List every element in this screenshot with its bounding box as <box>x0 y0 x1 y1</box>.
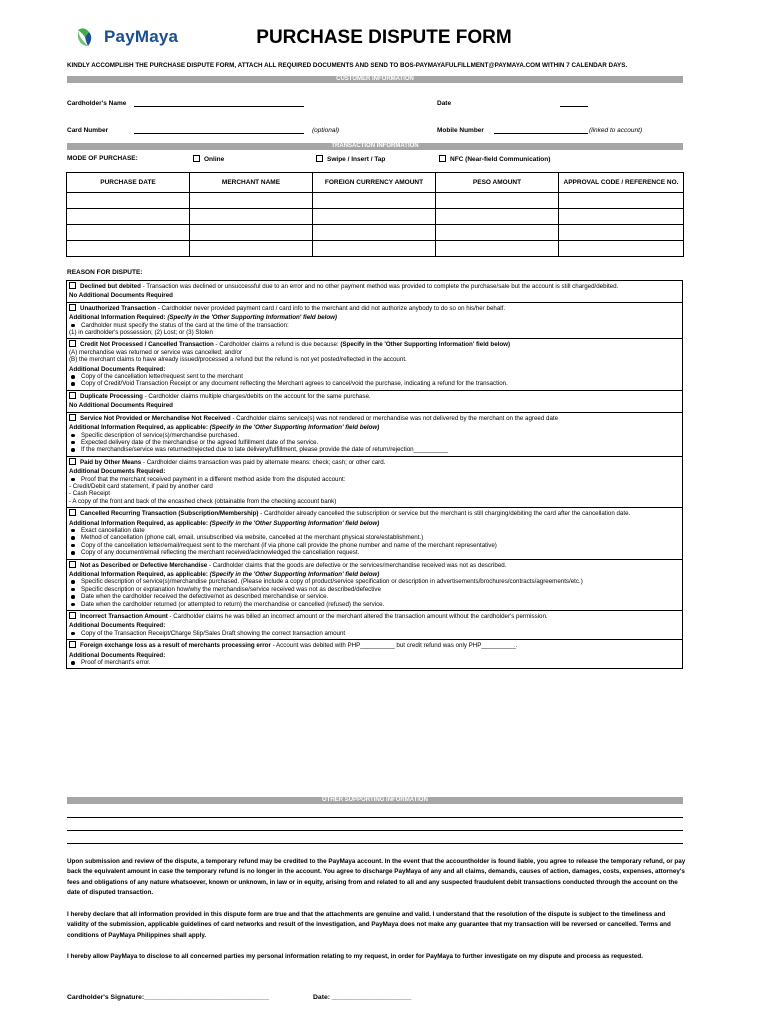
terms-paragraph-refund: Upon submission and review of the dispute, a temporary refund may be credited to the PayMaya account. In the event that the accountholder is found liable, you agree to release the temporary refund, or pay back the equivalent amount in case the temporary refund is no longer in the account. You agree to discharge PayMaya of any and all claims, demands, causes of action, damages, costs, expenses, attorney's fees and obligations of any nature whatsoever, known or unknown, in law or in equity, arising from and related to all and any suspected fraudulent debit transactions conducted through the account on the date of disputed transaction. <box>67 858 686 897</box>
mobile-number-field[interactable] <box>494 133 588 134</box>
signature-date-field[interactable]: Date: _____________________ <box>313 994 412 1001</box>
swipe-checkbox[interactable] <box>316 155 323 162</box>
reason-not-as-described: Not as Described or Defective Merchandise - Cardholder claims that the goods are defective or the services/merchandise received was not as described. Additional Information Required, as applicable: (Specify in the 'Other Supporting Information' field below) Specific description of service(s)/merchandise purchased. (Please include a copy of product/service specification or description in advertisements/brochures/contracts/agreements/etc.) Specific description or explanation how/why the merchandise/service received was not as described/defective Date when the cardholder received the defective/not as described merchandise or service. Date when the cardholder returned (or attempted to return) the merchandise or cancelled (refused) the service. <box>67 560 682 611</box>
credit-not-processed-checkbox[interactable] <box>69 340 76 347</box>
table-row[interactable] <box>67 225 684 241</box>
declined-checkbox[interactable] <box>69 282 76 289</box>
mode-online[interactable]: Online <box>193 155 224 163</box>
supporting-info-line[interactable] <box>67 843 683 844</box>
terms-paragraph-disclosure: I hereby allow PayMaya to disclose to all concerned parties my personal information relating to my request, in order for PayMaya to further investigate on my dispute and process as requested. <box>67 953 643 960</box>
mode-of-purchase-label: MODE OF PURCHASE: <box>67 155 138 162</box>
col-merchant-name: MERCHANT NAME <box>190 173 313 193</box>
mobile-number-note: (linked to account) <box>589 127 643 134</box>
cardholder-name-label: Cardholder's Name <box>67 100 127 107</box>
col-purchase-date: PURCHASE DATE <box>67 173 190 193</box>
transaction-info-bar: TRANSACTION INFORMATION <box>67 143 683 150</box>
unauthorized-checkbox[interactable] <box>69 304 76 311</box>
cardholder-name-field[interactable] <box>134 106 304 107</box>
brand-name: PayMaya <box>104 27 179 46</box>
reason-duplicate-processing: Duplicate Processing - Cardholder claims multiple charges/debits on the account for the same purchase. No Additional Documents Required <box>67 391 682 413</box>
duplicate-checkbox[interactable] <box>69 392 76 399</box>
form-title: PURCHASE DISPUTE FORM <box>256 27 512 48</box>
terms-paragraph-declaration: I hereby declare that all information provided in this dispute form are true and that the attachments are genuine and valid. I understand that the resolution of the dispute is subject to the timeliness and validity of the submission, applicable guidelines of card networks and result of the investigation, and PayMaya does not make any guarantee that my transaction will be reversed or cancelled. Terms and conditions of PayMaya Philippines shall apply. <box>67 911 671 939</box>
reasons-box <box>66 280 683 669</box>
purchase-table <box>66 172 684 257</box>
mode-swipe[interactable]: Swipe / Insert / Tap <box>316 155 385 163</box>
col-approval-code: APPROVAL CODE / REFERENCE NO. <box>559 173 684 193</box>
not-as-described-checkbox[interactable] <box>69 561 76 568</box>
date-field[interactable] <box>560 106 588 107</box>
reason-unauthorized: Unauthorized Transaction - Cardholder never provided payment card / card info to the merchant and did not authorize anybody to do so on his/her behalf. Additional Information Required: (Specify in the 'Other Supporting Information' field below) Cardholder must specify the status of the card at the time of the transaction: (1) in cardholder's possession; (2) Lost; or (3) Stolen <box>67 303 682 340</box>
customer-info-bar: CUSTOMER INFORMATION <box>67 76 683 83</box>
reason-not-received: Service Not Provided or Merchandise Not Received - Cardholder claims service(s) was not rendered or merchandise was not delivered by the merchant on the agreed date Additional Information Required, as applicable: (Specify in the 'Other Supporting Information' field below) Specific description of service(s)/merchandise purchased. Expected delivery date of the merchandise or the agreed fulfillment date of the service. If the merchandise/service was returned/rejected due to late delivery/fulfillment, please provide the date of return/rejection__________ <box>67 413 682 457</box>
not-received-checkbox[interactable] <box>69 414 76 421</box>
reason-declined-but-debited: Declined but debited - Transaction was declined or unsuccessful due to an error and no other payment method was provided to complete the purchase/sale but the account is still charged/debited. No Additional Documents Required <box>67 281 682 303</box>
mobile-number-label: Mobile Number <box>437 127 484 134</box>
reason-cancelled-recurring: Cancelled Recurring Transaction (Subscription/Membership) - Cardholder already cancelled the subscription or service but the merchant is still charging/debiting the card after the cancellation date. Additional Information Required, as applicable: (Specify in the 'Other Supporting Information' field below) Exact cancellation date Method of cancellation (phone call, email, unsubscribed via website, cancelled at the merchant physical store/establishment.) Copy of the cancellation letter/email/request sent to the merchant (if via phone call provide the phone number and name of the merchant representative) Copy of any document/email reflecting the merchant received/acknowledged the cancellation request. <box>67 508 682 559</box>
intro-instructions: KINDLY ACCOMPLISH THE PURCHASE DISPUTE FORM, ATTACH ALL REQUIRED DOCUMENTS AND SEND TO BOS-PAYMAYAFULFILLMENT@PAYMAYA.COM WITHIN 7 CALENDAR DAYS. <box>67 62 628 69</box>
card-number-field[interactable] <box>134 133 304 134</box>
date-label: Date <box>437 100 452 107</box>
table-row[interactable] <box>67 193 684 209</box>
col-peso-amount: PESO AMOUNT <box>436 173 559 193</box>
fx-loss-checkbox[interactable] <box>69 641 76 648</box>
online-checkbox[interactable] <box>193 155 200 162</box>
supporting-info-line[interactable] <box>67 830 683 831</box>
col-foreign-amount: FOREIGN CURRENCY AMOUNT <box>313 173 436 193</box>
paid-other-checkbox[interactable] <box>69 458 76 465</box>
recurring-checkbox[interactable] <box>69 509 76 516</box>
reason-foreign-exchange-loss: Foreign exchange loss as a result of merchants processing error - Account was debited with PHP__________ but credit refund was only PHP__________. Additional Documents Required: Proof of merchant's error. <box>67 640 682 668</box>
incorrect-amount-checkbox[interactable] <box>69 612 76 619</box>
signature-field[interactable]: Cardholder's Signature:_________________________________ <box>67 994 269 1001</box>
nfc-checkbox[interactable] <box>439 155 446 162</box>
table-header-row <box>67 173 684 193</box>
supporting-info-line[interactable] <box>67 817 683 818</box>
reason-paid-other-means: Paid by Other Means - Cardholder claims transaction was paid by alternate means: check; cash; or other card. Additional Documents Required: Proof that the merchant received payment in a different method aside from the disputed account: - Credit/Debit card statement, if paid by another card - Cash Receipt - A copy of the front and back of the encashed check (obtainable from the checking account bank) <box>67 457 682 508</box>
card-number-note: (optional) <box>312 127 340 134</box>
table-row[interactable] <box>67 209 684 225</box>
reason-heading: REASON FOR DISPUTE: <box>67 269 143 276</box>
table-row[interactable] <box>67 241 684 257</box>
supporting-info-bar: OTHER SUPPORTING INFORMATION <box>67 797 683 804</box>
reason-credit-not-processed: Credit Not Processed / Cancelled Transaction - Cardholder claims a refund is due because: (Specify in the 'Other Supporting Information' field below) (A) merchandise was returned or service was cancelled; and/or (B) the merchant claims to have already issued/processed a refund but the refund is not yet posted/reflected in the account. Additional Documents Required: Copy of the cancellation letter/request sent to the merchant Copy of Credit/Void Transaction Receipt or any document reflecting the Merchant agrees to cancel/void the purchase, indicating a refund for the transaction. <box>67 339 682 390</box>
card-number-label: Card Number <box>67 127 109 134</box>
reason-incorrect-amount: Incorrect Transaction Amount - Cardholder claims he was billed an incorrect amount or the merchant altered the transaction amount without the cardholder's permission. Additional Documents Required: Copy of the Transaction Receipt/Charge Slip/Sales Draft showing the correct transaction amount <box>67 611 682 640</box>
mode-nfc[interactable]: NFC (Near-field Communication) <box>439 155 550 163</box>
